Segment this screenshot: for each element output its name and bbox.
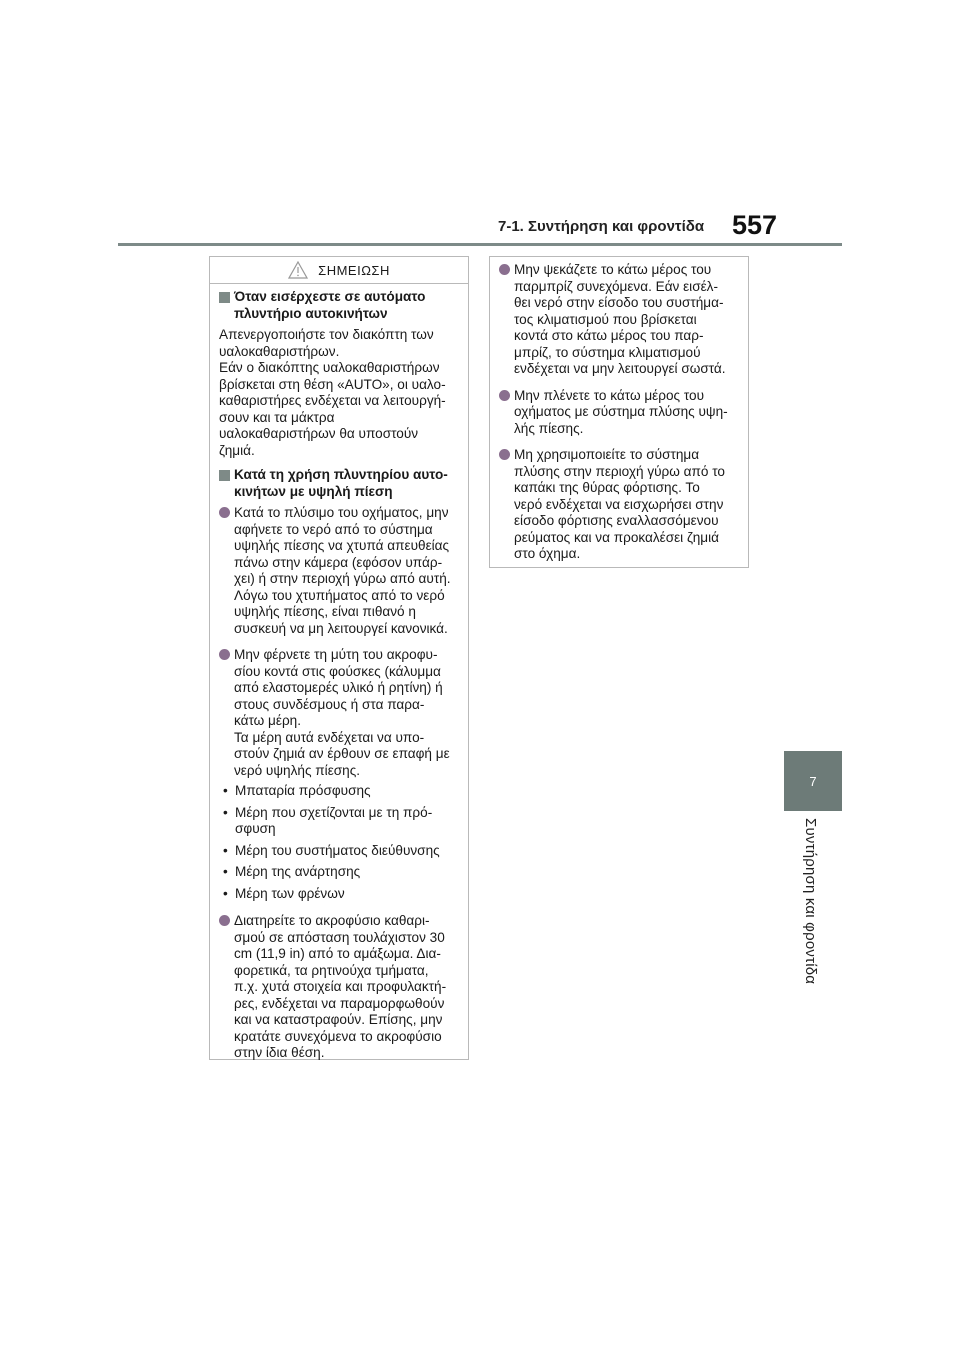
- square-marker-icon: [219, 292, 230, 303]
- section-heading: [219, 467, 462, 500]
- page-number: 557: [732, 210, 778, 240]
- list-item-text: Κατά το πλύσιμο του οχήματος, μην αφήνετε το νερό από το σύστημα υψηλής πίεσης να χτυπά απευθείας πάνω στην κάμερα (εφόσον υπάρ- χει) ή στην περιοχή γύρω από αυτή. Λόγω του χτυπήματος από το νερό υψηλής πίεσης, είναι πιθανό η συσκευή να μη λειτουργεί κανονικά.: [234, 505, 451, 636]
- chapter-tab: 7: [784, 751, 842, 811]
- list-item-text: Μην ψεκάζετε το κάτω μέρος του παρμπρίζ συνεχόμενα. Εάν εισέλ- θει νερό στην είσοδο του συστήμα- τος κλιματισμού που βρίσκεται κοντά στο κάτω μέρος του παρ- μπρίζ, το σύστημα κλιματισμού ενδέχεται να μην λειτουργεί σωστά.: [514, 262, 726, 376]
- header-rule: [118, 243, 842, 246]
- circle-bullet-icon: [499, 390, 510, 401]
- bullet-dot-icon: •: [223, 842, 228, 858]
- section-heading-text: Κατά τη χρήση πλυντηρίου αυτο- κινήτων με υψηλή πίεση: [234, 467, 448, 499]
- bullet-item: [219, 864, 462, 881]
- notice-box-left: [209, 256, 469, 1060]
- bullet-text: Μπαταρία πρόσφυσης: [235, 783, 371, 798]
- notice-header: [210, 257, 468, 284]
- notice-box-right: [489, 256, 749, 568]
- bullet-item: [219, 843, 462, 860]
- bullet-dot-icon: •: [223, 804, 228, 820]
- bullet-item: [219, 886, 462, 903]
- section-title: 7-1. Συντήρηση και φροντίδα: [498, 218, 705, 235]
- list-item-text: Διατηρείτε το ακροφύσιο καθαρι- σμού σε απόσταση τουλάχιστον 30 cm (11,9 in) από το αμάξωμα. Δια- φορετικά, τα ρητινούχα τμήματα, π.χ. χυτά στοιχεία και προφυλακτή- ρες, ενδέχεται να παραμορφωθούν και να καταστραφούν. Επίσης, μην κρατάτε συνεχόμενα το ακροφύσιο στην ίδια θέση.: [234, 913, 447, 1060]
- bullet-text: Μέρη της ανάρτησης: [235, 864, 361, 879]
- square-marker-icon: [219, 470, 230, 481]
- list-item: [499, 262, 742, 378]
- bullet-item: [219, 805, 462, 838]
- circle-bullet-icon: [219, 649, 230, 660]
- notice-content-right: [499, 262, 742, 573]
- notice-title: ΣΗΜΕΙΩΣΗ: [318, 262, 390, 278]
- list-item: [499, 447, 742, 563]
- bullet-dot-icon: •: [223, 885, 228, 901]
- list-item-text: Μη χρησιμοποιείτε το σύστημα πλύσης στην περιοχή γύρω από το καπάκι της θύρας φόρτισης. Το νερό ενδέχεται να εισχωρήσει στην είσοδο φόρτισης εναλλασσόμενου ρεύματος και να προκαλέσει ζημιά στο όχημα.: [514, 447, 725, 561]
- chapter-side-label: Συντήρηση και φροντίδα: [802, 818, 819, 985]
- circle-bullet-icon: [219, 915, 230, 926]
- list-item: [219, 505, 462, 637]
- section-heading-text: Όταν εισέρχεστε σε αυτόματο πλυντήριο αυτοκινήτων: [234, 289, 426, 321]
- list-item: [219, 647, 462, 779]
- bullet-text: Μέρη των φρένων: [235, 885, 345, 901]
- bullet-dot-icon: •: [223, 864, 228, 879]
- bullet-text: Μέρη που σχετίζονται με τη πρό- σφυση: [235, 804, 433, 836]
- notice-content-left: [219, 289, 462, 1072]
- circle-bullet-icon: [219, 507, 230, 518]
- list-item: [219, 913, 462, 1062]
- list-item-text: Μην πλένετε το κάτω μέρος του οχήματος με σύστημα πλύσης υψη- λής πίεσης.: [514, 387, 728, 436]
- warning-triangle-icon: [288, 261, 308, 279]
- bullet-text: Μέρη του συστήματος διεύθυνσης: [235, 842, 440, 858]
- list-item-text: Μην φέρνετε τη μύτη του ακροφυ- σίου κοντά στις φούσκες (κάλυμμα από ελαστομερές υλικό ή ρητίνη) ή στους συνδέσμους ή στα παρα- κάτω μέρη. Τα μέρη αυτά ενδέχεται να υπο- στούν ζημιά αν έρθουν σε επαφή με νερό υψηλής πίεσης.: [234, 647, 450, 778]
- section-body: Απενεργοποιήστε τον διακόπτη των υαλοκαθαριστήρων. Εάν ο διακόπτης υαλοκαθαριστήρων βρίσκεται στη θέση «AUTO», οι υαλο- καθαριστήρες ενδέχεται να λειτουργή- σουν και τα μάκτρα υαλοκαθαριστήρων θα υποστούν ζημιά.: [219, 327, 446, 458]
- section-heading: [219, 289, 462, 322]
- bullet-dot-icon: •: [223, 783, 228, 798]
- list-item: [499, 388, 742, 438]
- circle-bullet-icon: [499, 449, 510, 460]
- bullet-item: [219, 783, 462, 800]
- circle-bullet-icon: [499, 264, 510, 275]
